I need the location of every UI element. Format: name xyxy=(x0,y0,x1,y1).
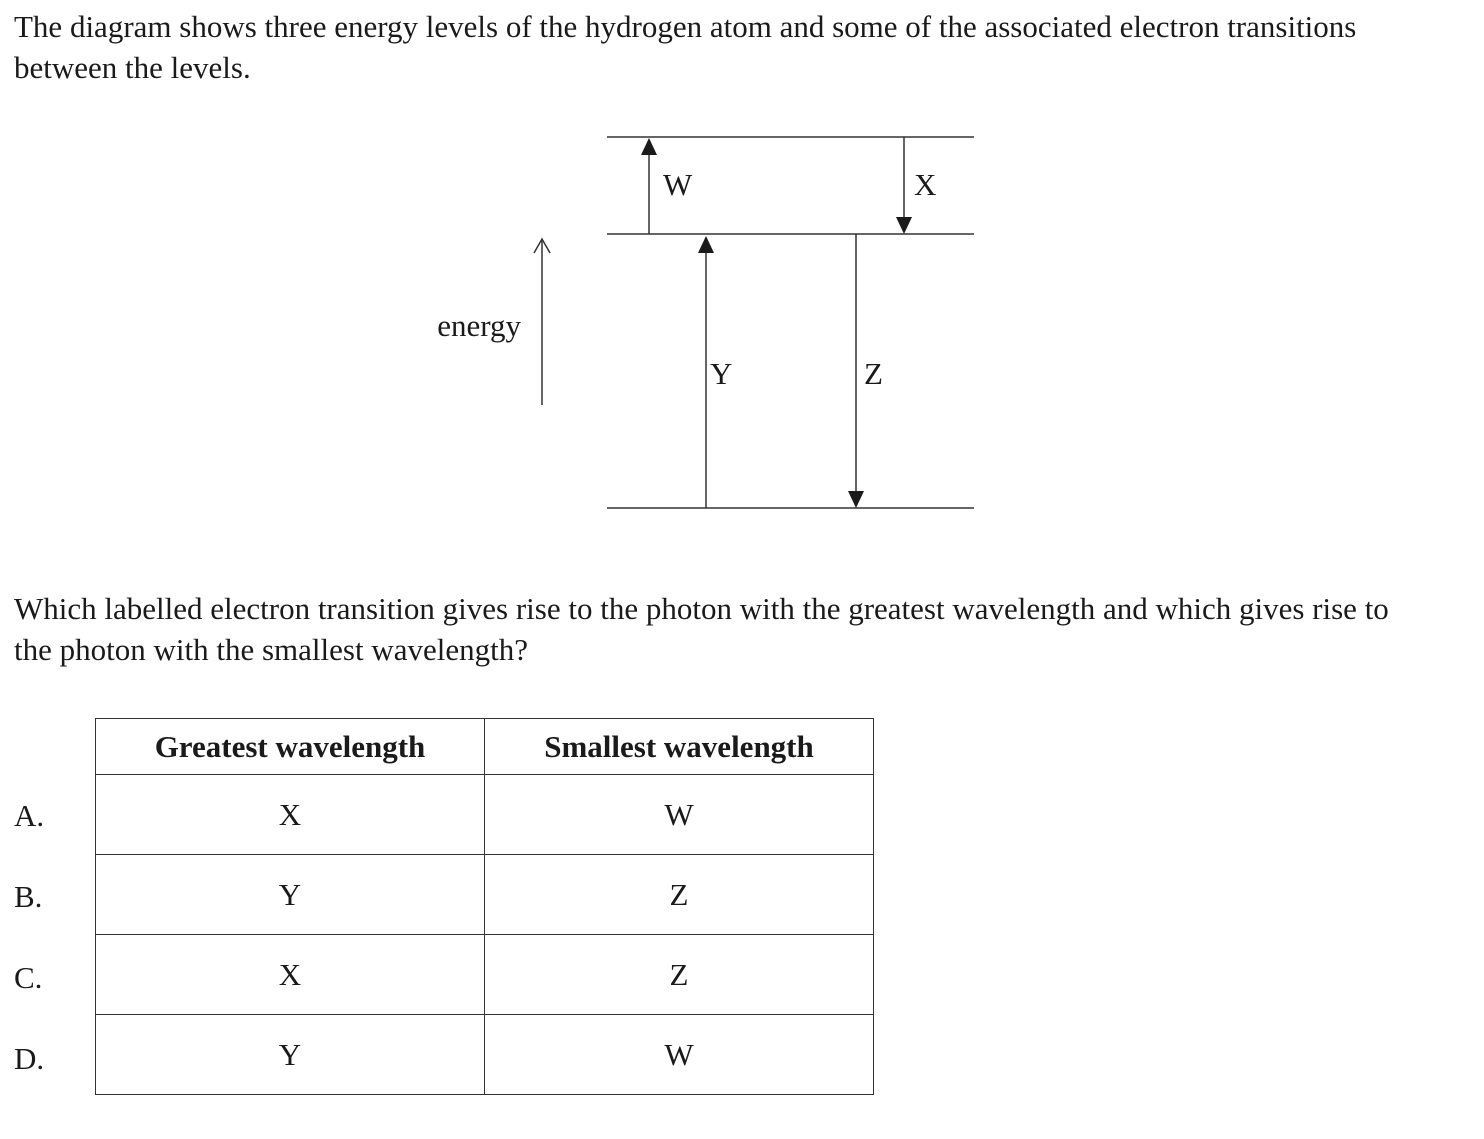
table-header-row xyxy=(96,719,874,775)
option-d-greatest: Y xyxy=(96,1015,485,1095)
option-b-greatest: Y xyxy=(96,855,485,935)
header-greatest-wavelength: Greatest wavelength xyxy=(96,719,485,775)
answer-table xyxy=(95,718,874,1095)
option-letter-a: A. xyxy=(14,798,45,833)
transition-w-label: W xyxy=(663,167,693,202)
option-letter-c: C. xyxy=(14,960,43,995)
option-c-greatest: X xyxy=(96,935,485,1015)
energy-axis-arrow xyxy=(534,239,550,405)
energy-axis-label: energy xyxy=(437,308,521,343)
table-row xyxy=(96,775,874,855)
transition-x-label: X xyxy=(914,167,937,202)
option-d-smallest: W xyxy=(485,1015,874,1095)
transition-x-arrow xyxy=(896,137,912,234)
option-letter-d: D. xyxy=(14,1041,45,1076)
energy-level-diagram xyxy=(0,0,1484,560)
option-b-smallest: Z xyxy=(485,855,874,935)
table-row xyxy=(96,1015,874,1095)
option-letter-b: B. xyxy=(14,879,43,914)
option-c-smallest: Z xyxy=(485,935,874,1015)
transition-w-arrow xyxy=(641,138,657,234)
table-row xyxy=(96,935,874,1015)
table-row xyxy=(96,855,874,935)
question-paragraph: Which labelled electron transition gives rise to the photon with the greatest wavelength and which gives rise to the photon with the smallest wavelength? xyxy=(14,591,1389,667)
option-a-smallest: W xyxy=(485,775,874,855)
transition-z-label: Z xyxy=(864,356,883,391)
header-smallest-wavelength: Smallest wavelength xyxy=(485,719,874,775)
intro-paragraph: The diagram shows three energy levels of the hydrogen atom and some of the associated electron transitions between the levels. xyxy=(14,9,1357,85)
option-a-greatest: X xyxy=(96,775,485,855)
transition-y-label: Y xyxy=(710,356,733,391)
transition-z-arrow xyxy=(848,234,864,508)
